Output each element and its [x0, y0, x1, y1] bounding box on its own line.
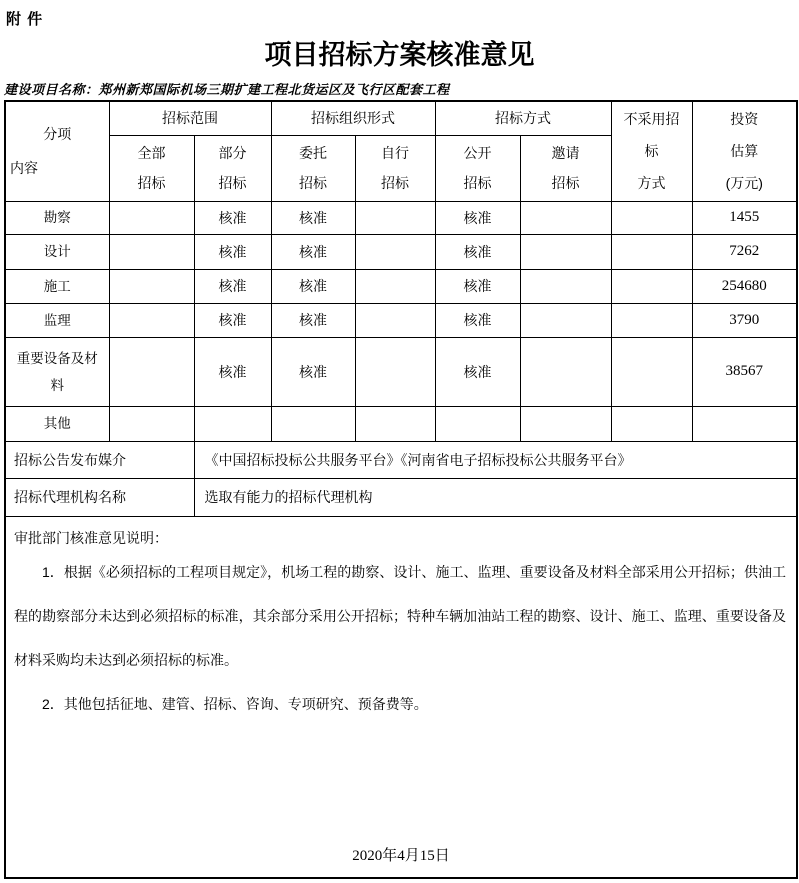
header-partial-line1: 部分	[218, 145, 247, 161]
invite-method-cell	[520, 234, 611, 269]
full-bid-cell	[109, 337, 194, 406]
self-org-cell	[355, 406, 435, 441]
self-org-cell	[355, 269, 435, 303]
invite-method-cell	[520, 337, 611, 406]
notes-paragraph-1: 1．根据《必须招标的工程项目规定》，机场工程的勘察、设计、施工、监理、重要设备及材料全部采用公开招标；供油工程的勘察部分未达到必须招标的标准，其余部分采用公开招标；特种车辆加油站工程的勘察、设计、施工、监理、重要设备及材料采购均未达到必须招标的标准。	[14, 563, 786, 668]
header-no-bid-line1: 不采用招	[623, 111, 680, 128]
project-name-label: 建设项目名称：	[4, 82, 99, 97]
no-bid-cell	[611, 303, 692, 337]
notes-paragraph-2: 2．其他包括征地、建管、招标、咨询、专项研究、预备费等。	[42, 695, 428, 712]
approval-date: 2020年4月15日	[352, 848, 450, 864]
partial-bid-cell: 核准	[194, 201, 271, 234]
project-name-line	[4, 79, 450, 98]
header-delegate-cell	[271, 135, 355, 201]
agency-row	[5, 478, 797, 516]
partial-bid-cell: 核准	[194, 234, 271, 269]
header-open-line2: 招标	[463, 175, 492, 191]
table-row-design	[5, 234, 797, 269]
invite-method-cell	[520, 303, 611, 337]
header-method-group: 招标方式	[435, 101, 611, 135]
header-item-line2: 内容	[10, 160, 38, 177]
media-label-cell: 招标公告发布媒介	[5, 441, 194, 478]
no-bid-cell	[611, 406, 692, 441]
full-bid-cell	[109, 234, 194, 269]
open-method-cell: 核准	[435, 303, 520, 337]
delegate-org-cell	[271, 406, 355, 441]
full-bid-cell	[109, 406, 194, 441]
project-name-value: 郑州新郑国际机场三期扩建工程北货运区及飞行区配套工程	[98, 82, 450, 97]
no-bid-cell	[611, 201, 692, 234]
row-name-cell: 重要设备及材料	[5, 337, 109, 406]
row-name-cell: 设计	[5, 234, 109, 269]
self-org-cell	[355, 234, 435, 269]
no-bid-cell	[611, 337, 692, 406]
open-method-cell: 核准	[435, 234, 520, 269]
header-item-line1: 分项	[43, 126, 72, 143]
invite-method-cell	[520, 406, 611, 441]
header-delegate-line1: 委托	[299, 145, 327, 161]
header-open-line1: 公开	[463, 145, 492, 161]
header-invite-line1: 邀请	[551, 145, 580, 161]
table-header-group-row	[5, 101, 797, 135]
header-self-line1: 自行	[381, 145, 409, 161]
amount-cell: 1455	[692, 201, 797, 234]
header-open-cell	[435, 135, 520, 201]
header-no-bid-line3: 方式	[637, 175, 666, 192]
notes-row	[5, 516, 797, 878]
header-item-content-cell	[5, 101, 109, 201]
row-name-cell: 勘察	[5, 201, 109, 234]
page-title: 项目招标方案核准意见	[264, 40, 535, 70]
header-invest-line2: 估算	[730, 143, 759, 160]
header-investment-cell	[692, 101, 797, 201]
no-bid-cell	[611, 269, 692, 303]
no-bid-cell	[611, 234, 692, 269]
delegate-org-cell: 核准	[271, 337, 355, 406]
delegate-org-cell: 核准	[271, 303, 355, 337]
table-row-supervision	[5, 303, 797, 337]
header-scope-group: 招标范围	[109, 101, 271, 135]
invite-method-cell	[520, 269, 611, 303]
full-bid-cell	[109, 269, 194, 303]
header-delegate-line2: 招标	[299, 175, 327, 191]
notes-heading: 审批部门核准意见说明：	[14, 529, 168, 546]
amount-cell: 7262	[692, 234, 797, 269]
partial-bid-cell: 核准	[194, 337, 271, 406]
header-no-bid-line2: 标	[644, 143, 659, 160]
full-bid-cell	[109, 201, 194, 234]
self-org-cell	[355, 337, 435, 406]
approval-notes-cell	[5, 516, 797, 878]
amount-cell	[692, 406, 797, 441]
header-full-line2: 招标	[137, 175, 166, 191]
header-no-bid-cell	[611, 101, 692, 201]
amount-cell: 254680	[692, 269, 797, 303]
table-row-equipment	[5, 337, 797, 406]
self-org-cell	[355, 303, 435, 337]
delegate-org-cell: 核准	[271, 201, 355, 234]
agency-label-cell: 招标代理机构名称	[5, 478, 194, 516]
header-invite-line2: 招标	[551, 175, 580, 191]
self-org-cell	[355, 201, 435, 234]
header-full-line1: 全部	[137, 145, 166, 161]
partial-bid-cell	[194, 406, 271, 441]
table-row-construction	[5, 269, 797, 303]
media-value-cell: 《中国招标投标公共服务平台》《河南省电子招标投标公共服务平台》	[194, 441, 797, 478]
row-name-cell: 监理	[5, 303, 109, 337]
delegate-org-cell: 核准	[271, 234, 355, 269]
amount-cell: 38567	[692, 337, 797, 406]
header-invest-line1: 投资	[730, 111, 759, 128]
open-method-cell	[435, 406, 520, 441]
header-self-line2: 招标	[381, 175, 409, 191]
open-method-cell: 核准	[435, 201, 520, 234]
open-method-cell: 核准	[435, 269, 520, 303]
media-row	[5, 441, 797, 478]
header-invite-cell	[520, 135, 611, 201]
header-full-bid-cell	[109, 135, 194, 201]
approval-table	[4, 100, 798, 879]
invite-method-cell	[520, 201, 611, 234]
table-row-other	[5, 406, 797, 441]
table-row-survey	[5, 201, 797, 234]
header-invest-line3: (万元)	[725, 175, 763, 192]
attachment-label: 附 件	[6, 11, 44, 28]
partial-bid-cell: 核准	[194, 269, 271, 303]
header-org-group: 招标组织形式	[271, 101, 435, 135]
agency-value-cell: 选取有能力的招标代理机构	[194, 478, 797, 516]
header-partial-bid-cell	[194, 135, 271, 201]
delegate-org-cell: 核准	[271, 269, 355, 303]
row-name-cell: 施工	[5, 269, 109, 303]
full-bid-cell	[109, 303, 194, 337]
partial-bid-cell: 核准	[194, 303, 271, 337]
header-self-cell	[355, 135, 435, 201]
amount-cell: 3790	[692, 303, 797, 337]
row-name-cell: 其他	[5, 406, 109, 441]
header-partial-line2: 招标	[218, 175, 247, 191]
open-method-cell: 核准	[435, 337, 520, 406]
